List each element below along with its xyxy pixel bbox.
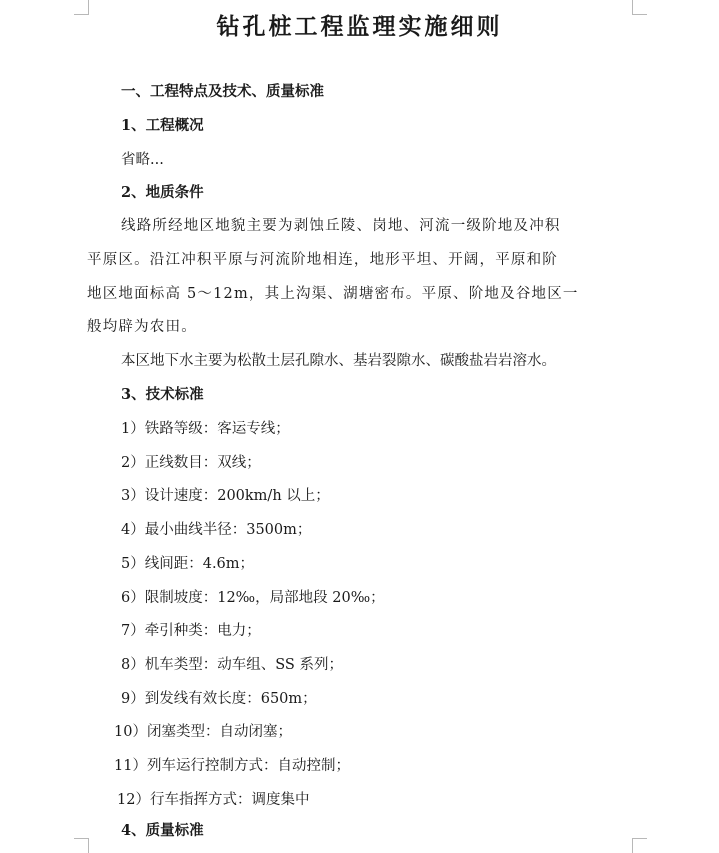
list-item: 2）正线数目：双线； [121,455,261,471]
subsection-heading: 1、工程概况 [121,117,204,134]
section-heading: 一、工程特点及技术、质量标准 [121,83,324,100]
paragraph-line: 线路所经地区地貌主要为剥蚀丘陵、岗地、河流一级阶地及冲积 [121,218,561,234]
list-item: 1）铁路等级：客运专线； [121,421,290,437]
list-item: 6）限制坡度：12‰，局部地段 20‰； [121,590,385,606]
list-item: 3）设计速度：200km/h 以上； [121,488,330,504]
list-item: 10）闭塞类型：自动闭塞； [114,724,292,740]
paragraph: 本区地下水主要为松散土层孔隙水、基岩裂隙水、碳酸盐岩岩溶水。 [121,353,556,369]
list-item: 8）机车类型：动车组、SS 系列； [121,657,343,673]
list-item: 12）行车指挥方式：调度集中 [117,792,310,808]
paragraph-line: 般均辟为农田。 [87,319,197,335]
subsection-heading: 4、质量标准 [121,822,204,839]
list-item: 5）线间距：4.6m； [121,556,255,572]
page-corner-mark [632,838,647,853]
paragraph-line: 平原区。沿江冲积平原与河流阶地相连，地形平坦、开阔，平原和阶 [87,252,558,268]
list-item: 4）最小曲线半径：3500m； [121,522,312,538]
paragraph-line: 地区地面标高 5～12m，其上沟渠、湖塘密布。平原、阶地及谷地区一 [87,286,579,302]
list-item: 11）列车运行控制方式：自动控制； [114,758,350,774]
paragraph: 省略... [121,152,164,168]
subsection-heading: 2、地质条件 [121,184,204,201]
page-corner-mark [74,838,89,853]
list-item: 7）牵引种类：电力； [121,623,261,639]
subsection-heading: 3、技术标准 [121,386,204,403]
document-title: 钻孔桩工程监理实施细则 [216,13,503,40]
list-item: 9）到发线有效长度：650m； [121,691,317,707]
